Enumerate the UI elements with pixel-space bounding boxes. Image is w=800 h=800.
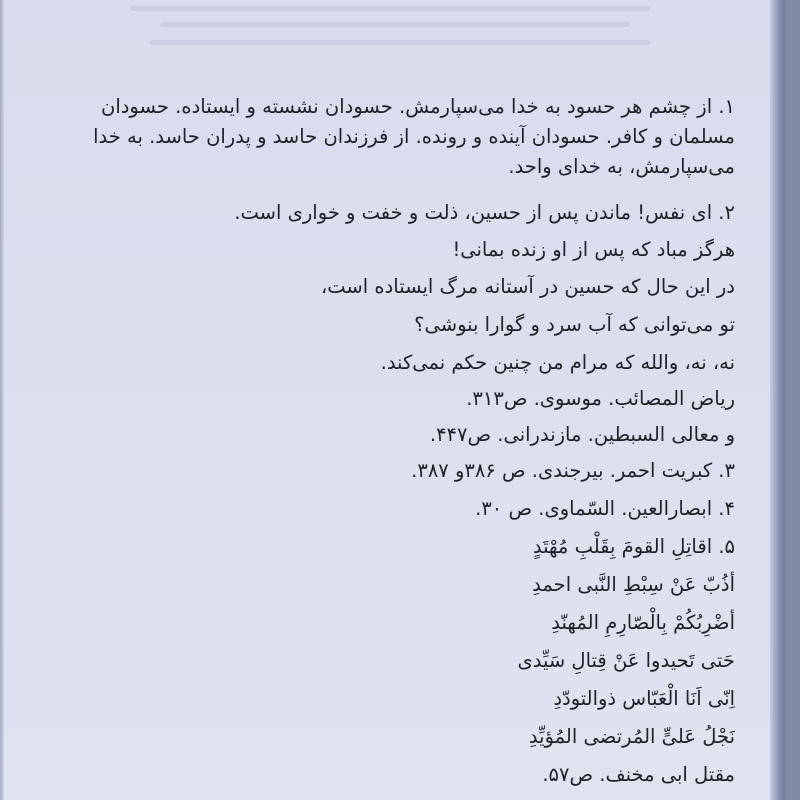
text-line-18: نَجْلُ عَلیٍّ المُرتضی المُؤیِّدِ <box>528 725 735 748</box>
text-line-1: ۱. از چشم هر حسود به خدا می‌سپارمش. حسودان نشسته و ایستاده. حسودان <box>101 95 735 118</box>
show-through-text <box>40 0 740 70</box>
text-line-8: نه، نه، والله که مرام من چنین حکم نمی‌کند. <box>380 351 735 374</box>
text-line-19: مقتل ابی مخنف. ص۵۷. <box>542 763 735 786</box>
text-line-7: تو می‌توانی که آب سرد و گوارا بنوشی؟ <box>414 313 735 336</box>
text-line-12: ۴. ابصارالعین. السّماوی. ص ۳۰. <box>475 497 735 520</box>
text-line-3: می‌سپارمش، به خدای واحد. <box>508 155 735 178</box>
text-line-4: ۲. ای نفس! ماندن پس از حسین، ذلت و خفت و خواری است. <box>234 201 735 224</box>
text-line-11: ۳. کبریت احمر. بیرجندی. ص ۳۸۶و ۳۸۷. <box>411 459 735 482</box>
text-line-10: و معالی السبطین. مازندرانی. ص۴۴۷. <box>429 423 735 446</box>
text-line-6: در این حال که حسین در آستانه مرگ ایستاده است، <box>320 275 735 298</box>
text-line-5: هرگز مباد که پس از او زنده بمانی! <box>452 238 735 261</box>
text-line-13: ۵. اقاتِلِ القومَ بِقَلْبِ مُهْتَدٍ <box>532 535 735 558</box>
page-right-edge-shadow <box>770 0 785 800</box>
text-line-16: حَتی تَحیدوا عَنْ قِتالِ سَیِّدی <box>517 649 735 672</box>
text-line-2: مسلمان و کافر. حسودان آینده و رونده. از فرزندان حاسد و پدران حاسد. به خدا <box>93 125 735 148</box>
text-line-9: ریاض المصائب. موسوی. ص۳۱۳. <box>466 387 735 410</box>
page-left-edge <box>0 0 4 800</box>
text-line-17: اِنّی اَنَا الْعَبّاس ذوالتودّدِ <box>553 687 735 710</box>
text-line-14: أذُبّ عَنْ سِبْطِ النَّبی احمدِ <box>532 573 735 596</box>
text-line-15: أضْرِبُکُمْ بِالْصّارِمِ المُهنّدِ <box>551 611 735 634</box>
